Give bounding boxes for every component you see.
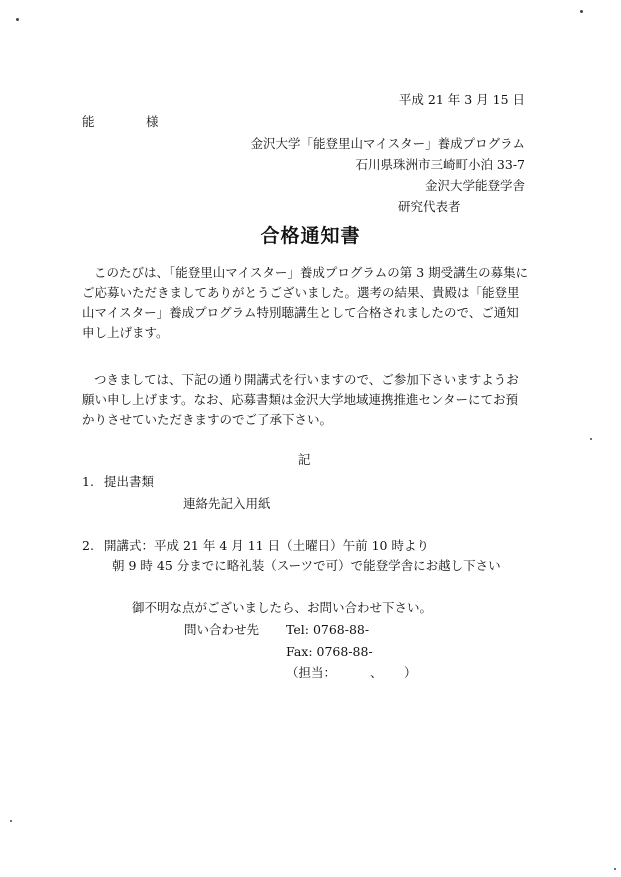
item-1-number: 1. [82,474,94,489]
contact-intro: 御不明な点がございましたら、お問い合わせ下さい。 [132,600,433,615]
contact-person-close: ） [404,665,417,680]
scan-speck [614,868,616,870]
addressee-honorific: 様 [146,114,159,129]
item-2-detail: 朝 9 時 45 分までに略礼装（スーツで可）で能登学舎にお越し下さい [112,558,501,573]
contact-fax: Fax: 0768-88- [286,644,373,659]
paragraph-1-line: 山マイスター」養成プログラム特別聴講生として合格されましたので、ご通知 [82,305,519,320]
contact-person-separator: 、 [370,665,383,680]
item-1-label: 提出書類 [104,474,155,489]
scan-speck [16,18,19,21]
sender-address: 石川県珠洲市三崎町小泊 33-7 [355,157,525,172]
body-paragraph-2 [82,370,522,430]
scan-speck [580,10,583,13]
scan-speck [590,438,592,440]
sender-org: 金沢大学能登学舎 [424,178,525,193]
contact-label: 問い合わせ先 [184,622,260,637]
paragraph-1-line: 申し上げます。 [82,325,169,340]
item-2-number: 2. [82,538,94,553]
addressee-name: 能 [82,114,95,129]
item-2-label: 開講式：平成 21 年 4 月 11 日（土曜日）午前 10 時より [104,538,429,553]
paragraph-2-line: かりさせていただきますのでご了承下さい。 [82,412,333,427]
body-paragraph-1 [82,263,529,343]
paragraph-2-line: つきましては、下記の通り開講式を行いますので、ご参加下さいますようお [94,372,519,387]
contact-tel: Tel: 0768-88- [286,622,370,637]
item-1-detail: 連絡先記入用紙 [183,496,271,511]
sender-role: 研究代表者 [398,199,461,214]
scan-speck [10,820,12,822]
paragraph-1-line: ご応募いただきましてありがとうございました。選考の結果、貴殿は「能登里 [82,285,520,300]
document-title: 合格通知書 [260,225,361,247]
sender-program: 金沢大学「能登里山マイスター」養成プログラム [250,136,525,151]
paragraph-1-line: このたびは、「能登里山マイスター」養成プログラムの第 3 期受講生の募集に [94,265,529,280]
document-date: 平成 21 年 3 月 15 日 [398,92,525,107]
contact-person-open: （担当： [286,665,337,680]
paragraph-2-line: 願い申し上げます。なお、応募書類は金沢大学地域連携推進センターにてお預 [82,392,519,407]
notes-heading: 記 [298,452,311,467]
